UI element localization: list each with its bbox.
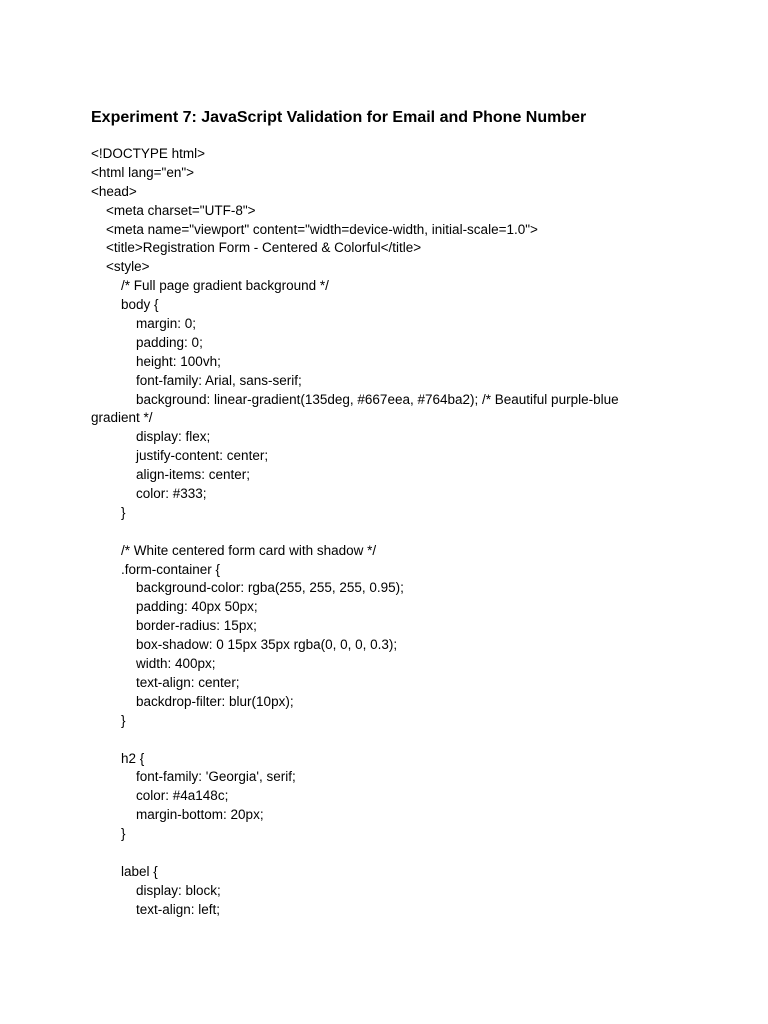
code-line: <title>Registration Form - Centered & Colorful</title> [91, 240, 422, 256]
code-line [91, 523, 651, 542]
code-line [91, 844, 651, 863]
code-line: height: 100vh; [91, 353, 221, 369]
code-line: <html lang="en"> [91, 164, 195, 180]
code-line: } [91, 504, 126, 520]
code-line: h2 { [91, 750, 145, 766]
code-line: backdrop-filter: blur(10px); [91, 693, 294, 709]
code-line: } [91, 826, 126, 842]
code-line: font-family: Arial, sans-serif; [91, 372, 302, 388]
code-line: margin: 0; [91, 316, 197, 332]
code-line: border-radius: 15px; [91, 618, 257, 634]
code-line: margin-bottom: 20px; [91, 807, 264, 823]
code-line [91, 731, 651, 750]
code-line: align-items: center; [91, 467, 251, 483]
code-line: /* Full page gradient background */ [91, 278, 329, 294]
code-line: background: linear-gradient(135deg, #667eea, #764ba2); /* Beautiful purple-blue [91, 391, 619, 407]
code-line: <meta charset="UTF-8"> [91, 202, 256, 218]
code-listing [91, 145, 651, 920]
code-line: width: 400px; [91, 656, 216, 672]
code-line: padding: 0; [91, 334, 203, 350]
code-line: <style> [91, 259, 150, 275]
document-title: Experiment 7: JavaScript Validation for Email and Phone Number [91, 109, 587, 126]
code-line: <!DOCTYPE html> [91, 146, 206, 161]
code-line: background-color: rgba(255, 255, 255, 0.95); [91, 580, 404, 596]
code-line: color: #333; [91, 486, 207, 502]
code-line: gradient */ [91, 410, 153, 426]
code-line: box-shadow: 0 15px 35px rgba(0, 0, 0, 0.3); [91, 637, 398, 653]
code-line: label { [91, 863, 158, 879]
code-line: .form-container { [91, 561, 221, 577]
code-line: display: block; [91, 882, 221, 898]
code-line: font-family: 'Georgia', serif; [91, 769, 296, 785]
code-line: padding: 40px 50px; [91, 599, 258, 615]
code-line: text-align: center; [91, 674, 240, 690]
code-line: justify-content: center; [91, 448, 269, 464]
code-line: text-align: left; [91, 901, 221, 917]
code-line: } [91, 712, 126, 728]
code-line: body { [91, 297, 159, 313]
code-line: <head> [91, 183, 137, 199]
code-line: display: flex; [91, 429, 211, 445]
code-line: /* White centered form card with shadow */ [91, 542, 377, 558]
code-line: <meta name="viewport" content="width=device-width, initial-scale=1.0"> [91, 221, 538, 237]
code-line: color: #4a148c; [91, 788, 229, 804]
